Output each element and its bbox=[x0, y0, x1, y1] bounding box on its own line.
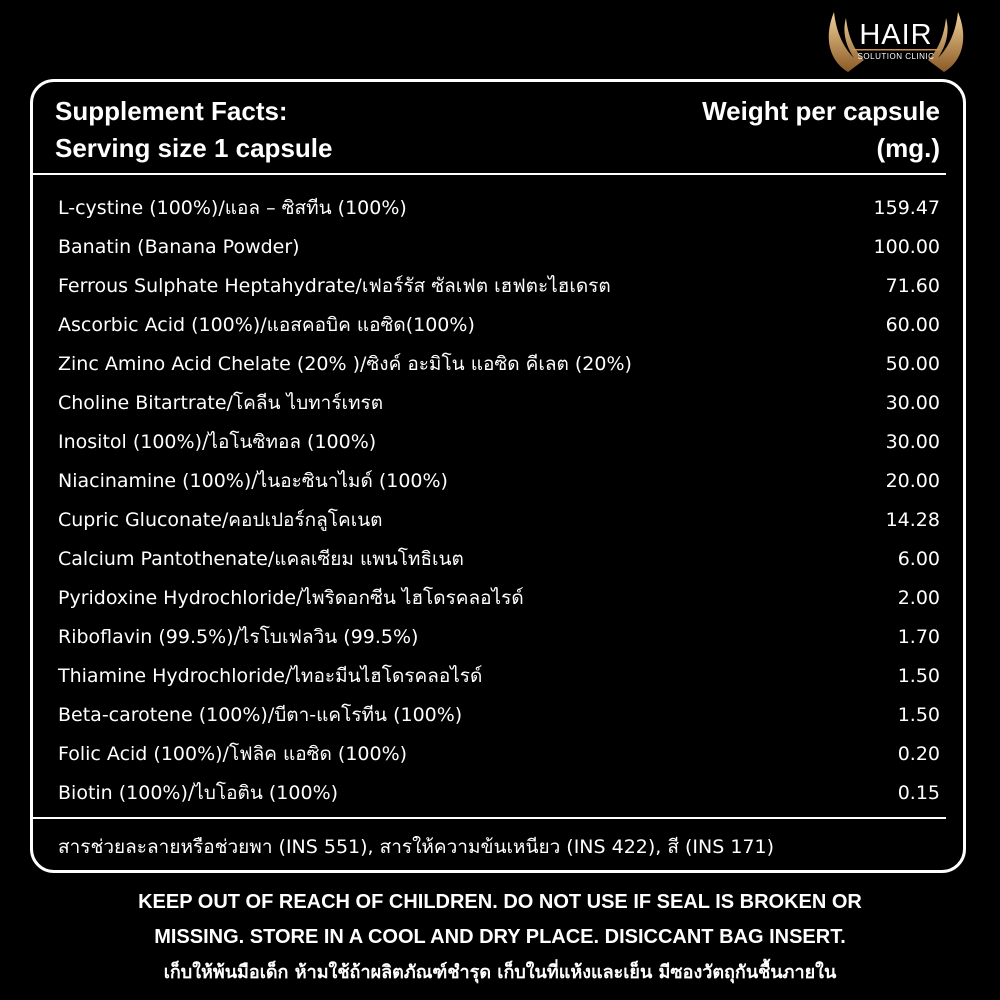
ingredient-row bbox=[58, 462, 940, 501]
header-divider bbox=[33, 173, 946, 175]
ingredient-name: Zinc Amino Acid Chelate (20% )/ซิงค์ อะมิโน แอซิด คีเลต (20%) bbox=[58, 353, 632, 375]
warning-line-1: KEEP OUT OF REACH OF CHILDREN. DO NOT USE IF SEAL IS BROKEN OR bbox=[138, 891, 862, 913]
ingredient-name: Folic Acid (100%)/โฟลิค แอซิด (100%) bbox=[58, 743, 408, 765]
ingredient-row bbox=[58, 618, 940, 657]
ingredient-weight: 2.00 bbox=[897, 587, 940, 609]
ingredient-weight: 14.28 bbox=[885, 509, 940, 531]
ingredient-row bbox=[58, 657, 940, 696]
ingredient-name: Pyridoxine Hydrochloride/ไพริดอกซีน ไฮโดรคลอไรด์ bbox=[58, 587, 524, 609]
ingredient-weight: 60.00 bbox=[885, 314, 940, 336]
logo-tagline: SOLUTION CLINIC bbox=[857, 52, 935, 61]
ingredient-row bbox=[58, 189, 940, 228]
weight-heading-line1: Weight per capsule bbox=[702, 96, 940, 126]
facts-title-line1: Supplement Facts: bbox=[55, 96, 288, 126]
ingredient-name: Ferrous Sulphate Heptahydrate/เฟอร์รัส ซัลเฟต เฮฟตะไฮเดรต bbox=[58, 275, 611, 297]
ingredient-row bbox=[58, 228, 940, 267]
ingredient-name: Biotin (100%)/ไบโอติน (100%) bbox=[58, 782, 339, 804]
weight-unit: (mg.) bbox=[876, 133, 940, 163]
serving-size: Serving size 1 capsule bbox=[55, 133, 333, 163]
warning-line-3: เก็บให้พ้นมือเด็ก ห้ามใช้ถ้าผลิตภัณฑ์ชำรุด เก็บในที่แห้งและเย็น มีซองวัตถุกันชื้นภายใน bbox=[163, 962, 837, 983]
ingredient-weight: 30.00 bbox=[885, 392, 940, 414]
ingredient-weight: 50.00 bbox=[885, 353, 940, 375]
ingredient-name: Choline Bitartrate/โคลีน ไบทาร์เทรต bbox=[58, 392, 384, 414]
ingredient-weight: 0.20 bbox=[897, 743, 940, 765]
ingredient-weight: 1.50 bbox=[897, 665, 940, 687]
ingredient-row bbox=[58, 384, 940, 423]
weight-heading bbox=[702, 93, 940, 167]
ingredient-row bbox=[58, 696, 940, 735]
ingredient-list bbox=[58, 189, 940, 813]
ingredient-name: Beta-carotene (100%)/บีตา-แคโรทีน (100%) bbox=[58, 704, 463, 726]
logo-brand-text: HAIR bbox=[859, 19, 933, 51]
ingredient-name: Ascorbic Acid (100%)/แอสคอบิค แอซิด(100%) bbox=[58, 314, 475, 336]
ingredient-row bbox=[58, 735, 940, 774]
ingredient-name: L-cystine (100%)/แอล – ซิสทีน (100%) bbox=[58, 197, 407, 219]
ingredient-row bbox=[58, 345, 940, 384]
ingredient-name: Niacinamine (100%)/ไนอะซินาไมด์ (100%) bbox=[58, 470, 448, 492]
ingredient-name: Thiamine Hydrochloride/ไทอะมีนไฮโดรคลอไรด์ bbox=[58, 665, 483, 687]
additives-note: สารช่วยละลายหรือช่วยพา (INS 551), สารให้ความข้นเหนียว (INS 422), สี (INS 171) bbox=[58, 836, 775, 858]
ingredient-row bbox=[58, 579, 940, 618]
ingredient-weight: 159.47 bbox=[873, 197, 940, 219]
ingredient-row bbox=[58, 423, 940, 462]
ingredient-weight: 1.50 bbox=[897, 704, 940, 726]
warning-text bbox=[0, 885, 1000, 990]
ingredient-weight: 100.00 bbox=[873, 236, 940, 258]
facts-title bbox=[55, 93, 332, 167]
ingredient-weight: 1.70 bbox=[897, 626, 940, 648]
footer-divider bbox=[33, 817, 946, 819]
ingredient-row bbox=[58, 306, 940, 345]
ingredient-weight: 0.15 bbox=[897, 782, 940, 804]
ingredient-weight: 20.00 bbox=[885, 470, 940, 492]
ingredient-row bbox=[58, 774, 940, 813]
ingredient-weight: 71.60 bbox=[885, 275, 940, 297]
ingredient-name: Cupric Gluconate/คอปเปอร์กลูโคเนต bbox=[58, 509, 383, 531]
warning-line-2: MISSING. STORE IN A COOL AND DRY PLACE. DISICCANT BAG INSERT. bbox=[154, 926, 846, 948]
ingredient-row bbox=[58, 267, 940, 306]
ingredient-name: Banatin (Banana Powder) bbox=[58, 236, 300, 258]
ingredient-name: Calcium Pantothenate/แคลเซียม แพนโทธิเนต bbox=[58, 548, 464, 570]
ingredient-row bbox=[58, 501, 940, 540]
facts-header bbox=[55, 93, 940, 173]
ingredient-weight: 6.00 bbox=[897, 548, 940, 570]
ingredient-row bbox=[58, 540, 940, 579]
ingredient-weight: 30.00 bbox=[885, 431, 940, 453]
ingredient-name: Riboflavin (99.5%)/ไรโบเฟลวิน (99.5%) bbox=[58, 626, 419, 648]
ingredient-name: Inositol (100%)/ไอโนซิทอล (100%) bbox=[58, 431, 377, 453]
brand-logo bbox=[818, 6, 974, 78]
